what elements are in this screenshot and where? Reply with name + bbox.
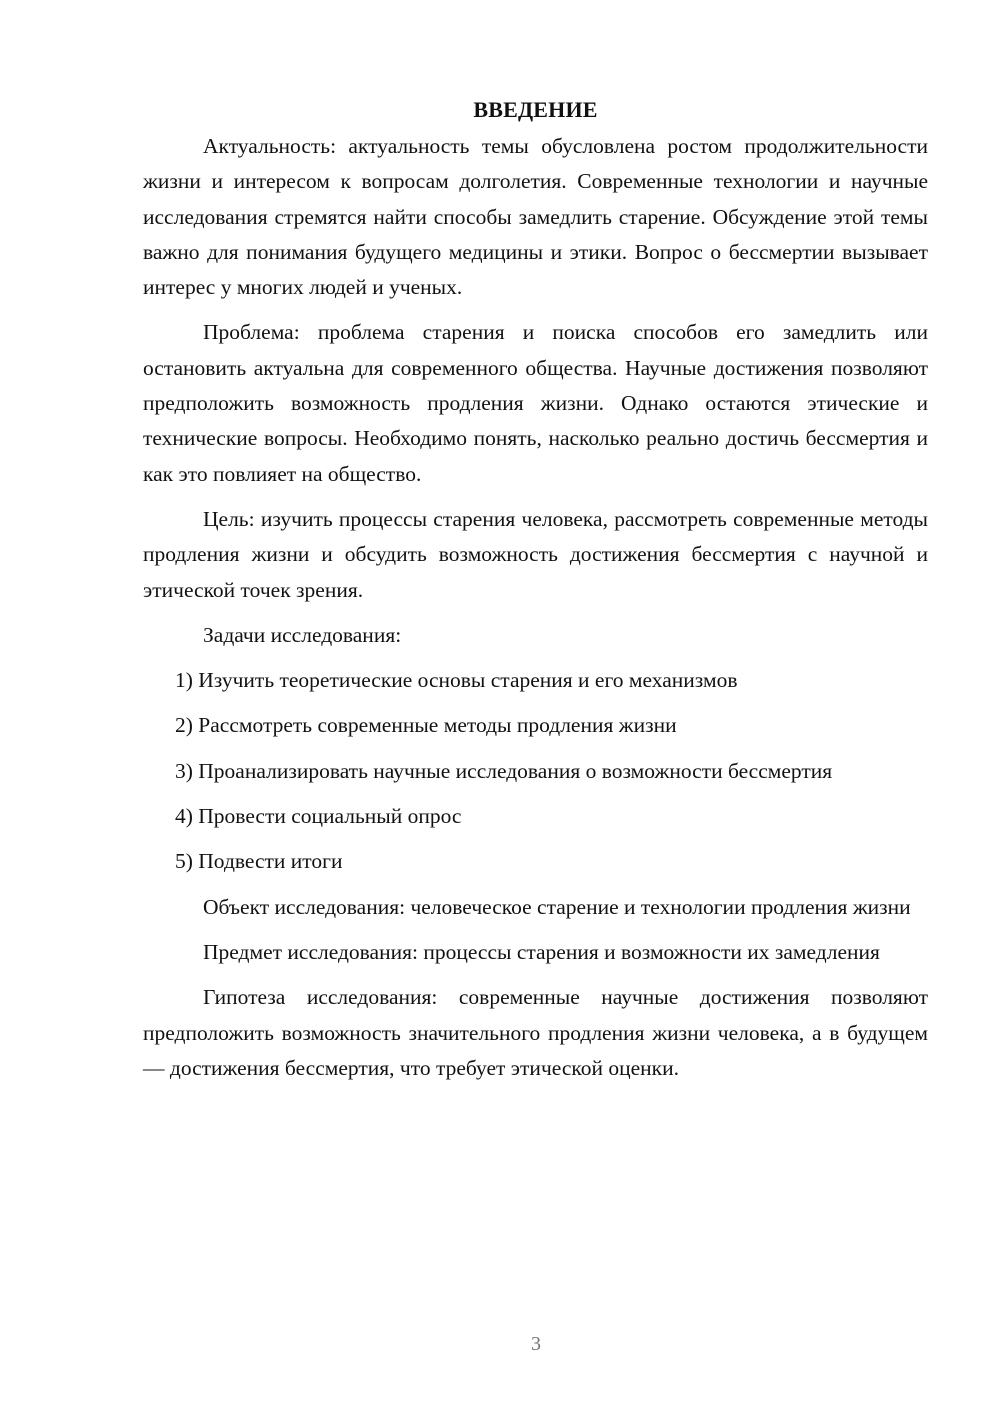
relevance-paragraph: Актуальность: актуальность темы обусловлена ростом продолжительности жизни и интересом к вопросам долголетия. Современные технологии и научные исследования стремятся найти способы замедлить старение. Обсуждение этой темы важно для понимания будущего медицины и этики. Вопрос о бессмертии вызывает интерес у многих людей и ученых.	[143, 134, 928, 300]
problem-paragraph: Проблема: проблема старения и поиска способов его замедлить или остановить актуальна для современного общества. Научные достижения позволяют предположить возможность продления жизни. Однако остаются этические и технические вопросы. Необходимо понять, насколько реально достичь бессмертия и как это повлияет на общество.	[143, 320, 928, 486]
task-item: 1) Изучить теоретические основы старения и его механизмов	[175, 668, 738, 693]
goal-paragraph: Цель: изучить процессы старения человека, рассмотреть современные методы продления жизни и обсудить возможность достижения бессмертия с научной и этической точек зрения.	[143, 506, 928, 602]
object-paragraph: Объект исследования: человеческое старение и технологии продления жизни	[203, 894, 911, 919]
hypothesis-paragraph: Гипотеза исследования: современные научные достижения позволяют предположить возможность значительного продления жизни человека, а в будущем — достижения бессмертия, что требует этической оценки.	[143, 985, 928, 1080]
tasks-heading: Задачи исследования:	[203, 622, 402, 647]
task-item: 5) Подвести итоги	[175, 849, 343, 874]
task-item: 4) Провести социальный опрос	[175, 804, 462, 829]
tasks-list	[143, 663, 928, 879]
page-number: 3	[531, 1333, 541, 1355]
task-item: 2) Рассмотреть современные методы продления жизни	[175, 713, 677, 738]
subject-paragraph: Предмет исследования: процессы старения и возможности их замедления	[203, 939, 880, 964]
task-item: 3) Проанализировать научные исследования о возможности бессмертия	[175, 758, 833, 783]
document-page	[143, 92, 928, 1096]
section-title: ВВЕДЕНИЕ	[473, 97, 598, 122]
